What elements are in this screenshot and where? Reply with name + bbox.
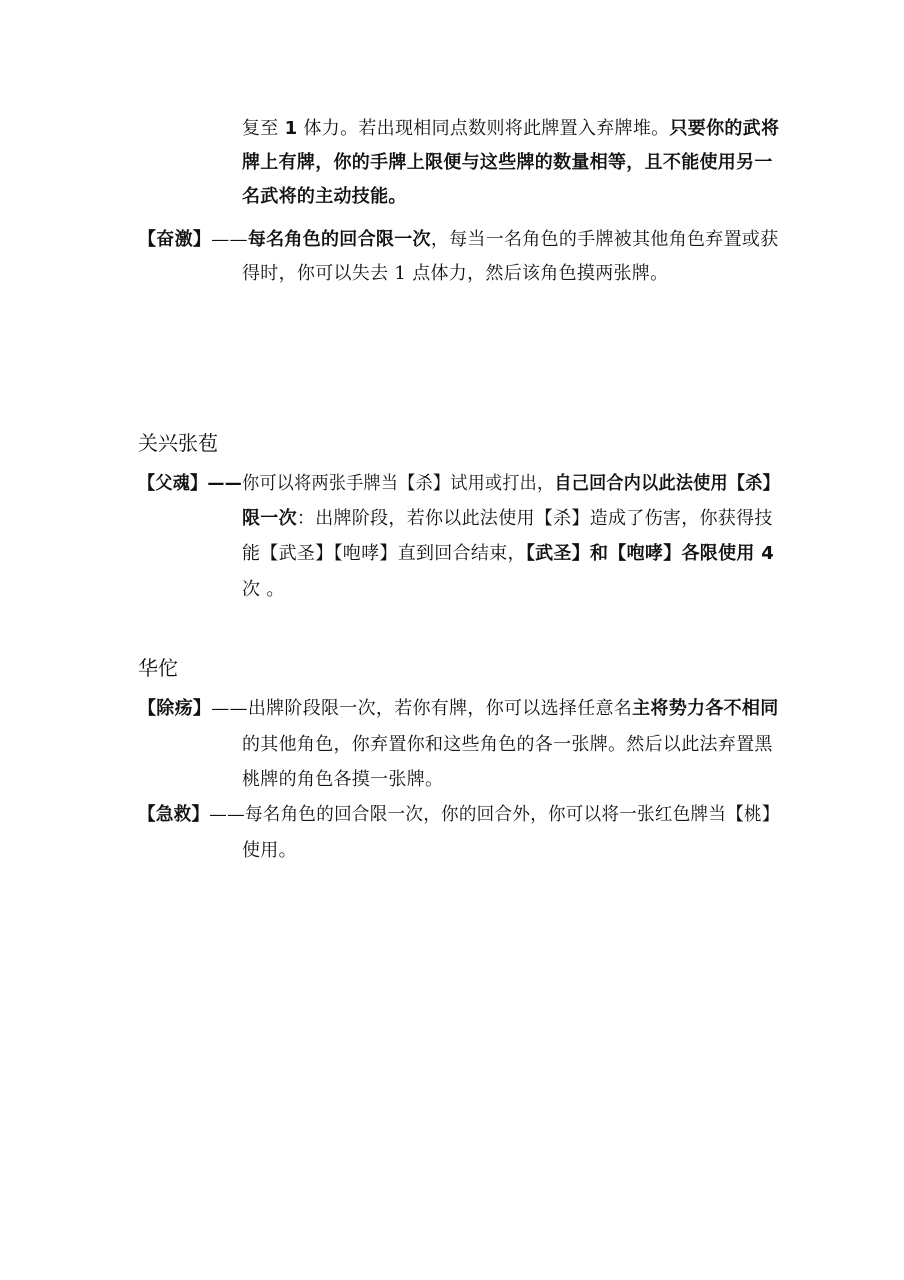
- skill-dash: ——: [207, 473, 243, 494]
- skill-name: 【奋激】: [138, 229, 212, 250]
- text-run-bold: 每名角色的回合限一次: [247, 229, 431, 250]
- text-line: [242, 117, 779, 141]
- text-run-bold: 只要你的武将: [669, 118, 780, 139]
- general-title: 华佗: [138, 656, 178, 680]
- text-line: [242, 542, 774, 566]
- text-run-bold: 限一次: [242, 508, 297, 529]
- text-run: 你可以将两张手牌当【杀】试用或打出，: [242, 473, 555, 494]
- skill-fenji: [138, 228, 779, 252]
- text-run: 体力。若出现相同点数则将此牌置入弃牌堆。: [297, 118, 670, 139]
- text-run: ，每当一名角色的手牌被其他角色弃置或获: [430, 229, 779, 250]
- skill-name: 【急救】: [138, 804, 210, 825]
- text-line: 的其他角色，你弃置你和这些角色的各一张牌。然后以此法弃置黑: [242, 734, 773, 755]
- text-line: 桃牌的角色各摸一张牌。: [242, 769, 444, 790]
- skill-name: 【除疡】: [138, 698, 212, 719]
- text-line: 牌上有牌，你的手牌上限便与这些牌的数量相等，且不能使用另一: [242, 152, 773, 173]
- skill-dash: ——: [211, 698, 248, 719]
- text-run-bold: 1: [284, 118, 298, 139]
- skill-fuhun: [138, 472, 780, 496]
- text-line: 得时，你可以失去 1 点体力，然后该角色摸两张牌。: [242, 263, 669, 284]
- skill-jijiu: [138, 803, 780, 827]
- skill-dash: ——: [209, 804, 245, 825]
- text-run-bold: 【武圣】和【咆哮】各限使用 4: [525, 543, 775, 564]
- text-line: 次 。: [242, 579, 285, 600]
- text-run-bold: 自己回合内以此法使用【杀】: [554, 473, 780, 494]
- text-line: 名武将的主动技能。: [242, 186, 407, 207]
- text-line: 使用。: [242, 840, 297, 861]
- text-run: 每名角色的回合限一次，你的回合外，你可以将一张红色牌当【桃】: [244, 804, 780, 825]
- text-run: 出牌阶段限一次，若你有牌，你可以选择任意名: [247, 698, 633, 719]
- text-run: 能【武圣】【咆哮】直到回合结束，: [242, 543, 526, 564]
- text-line: [242, 507, 773, 531]
- skill-dash: ——: [211, 229, 248, 250]
- text-run: ：出牌阶段，若你以此法使用【杀】造成了伤害，你获得技: [296, 508, 773, 529]
- text-run: 复至: [242, 118, 285, 139]
- skill-chubing: [138, 697, 779, 721]
- text-run-bold: 主将势力各不相同: [632, 698, 779, 719]
- skill-name: 【父魂】: [138, 473, 208, 494]
- general-title: 关兴张苞: [138, 431, 218, 455]
